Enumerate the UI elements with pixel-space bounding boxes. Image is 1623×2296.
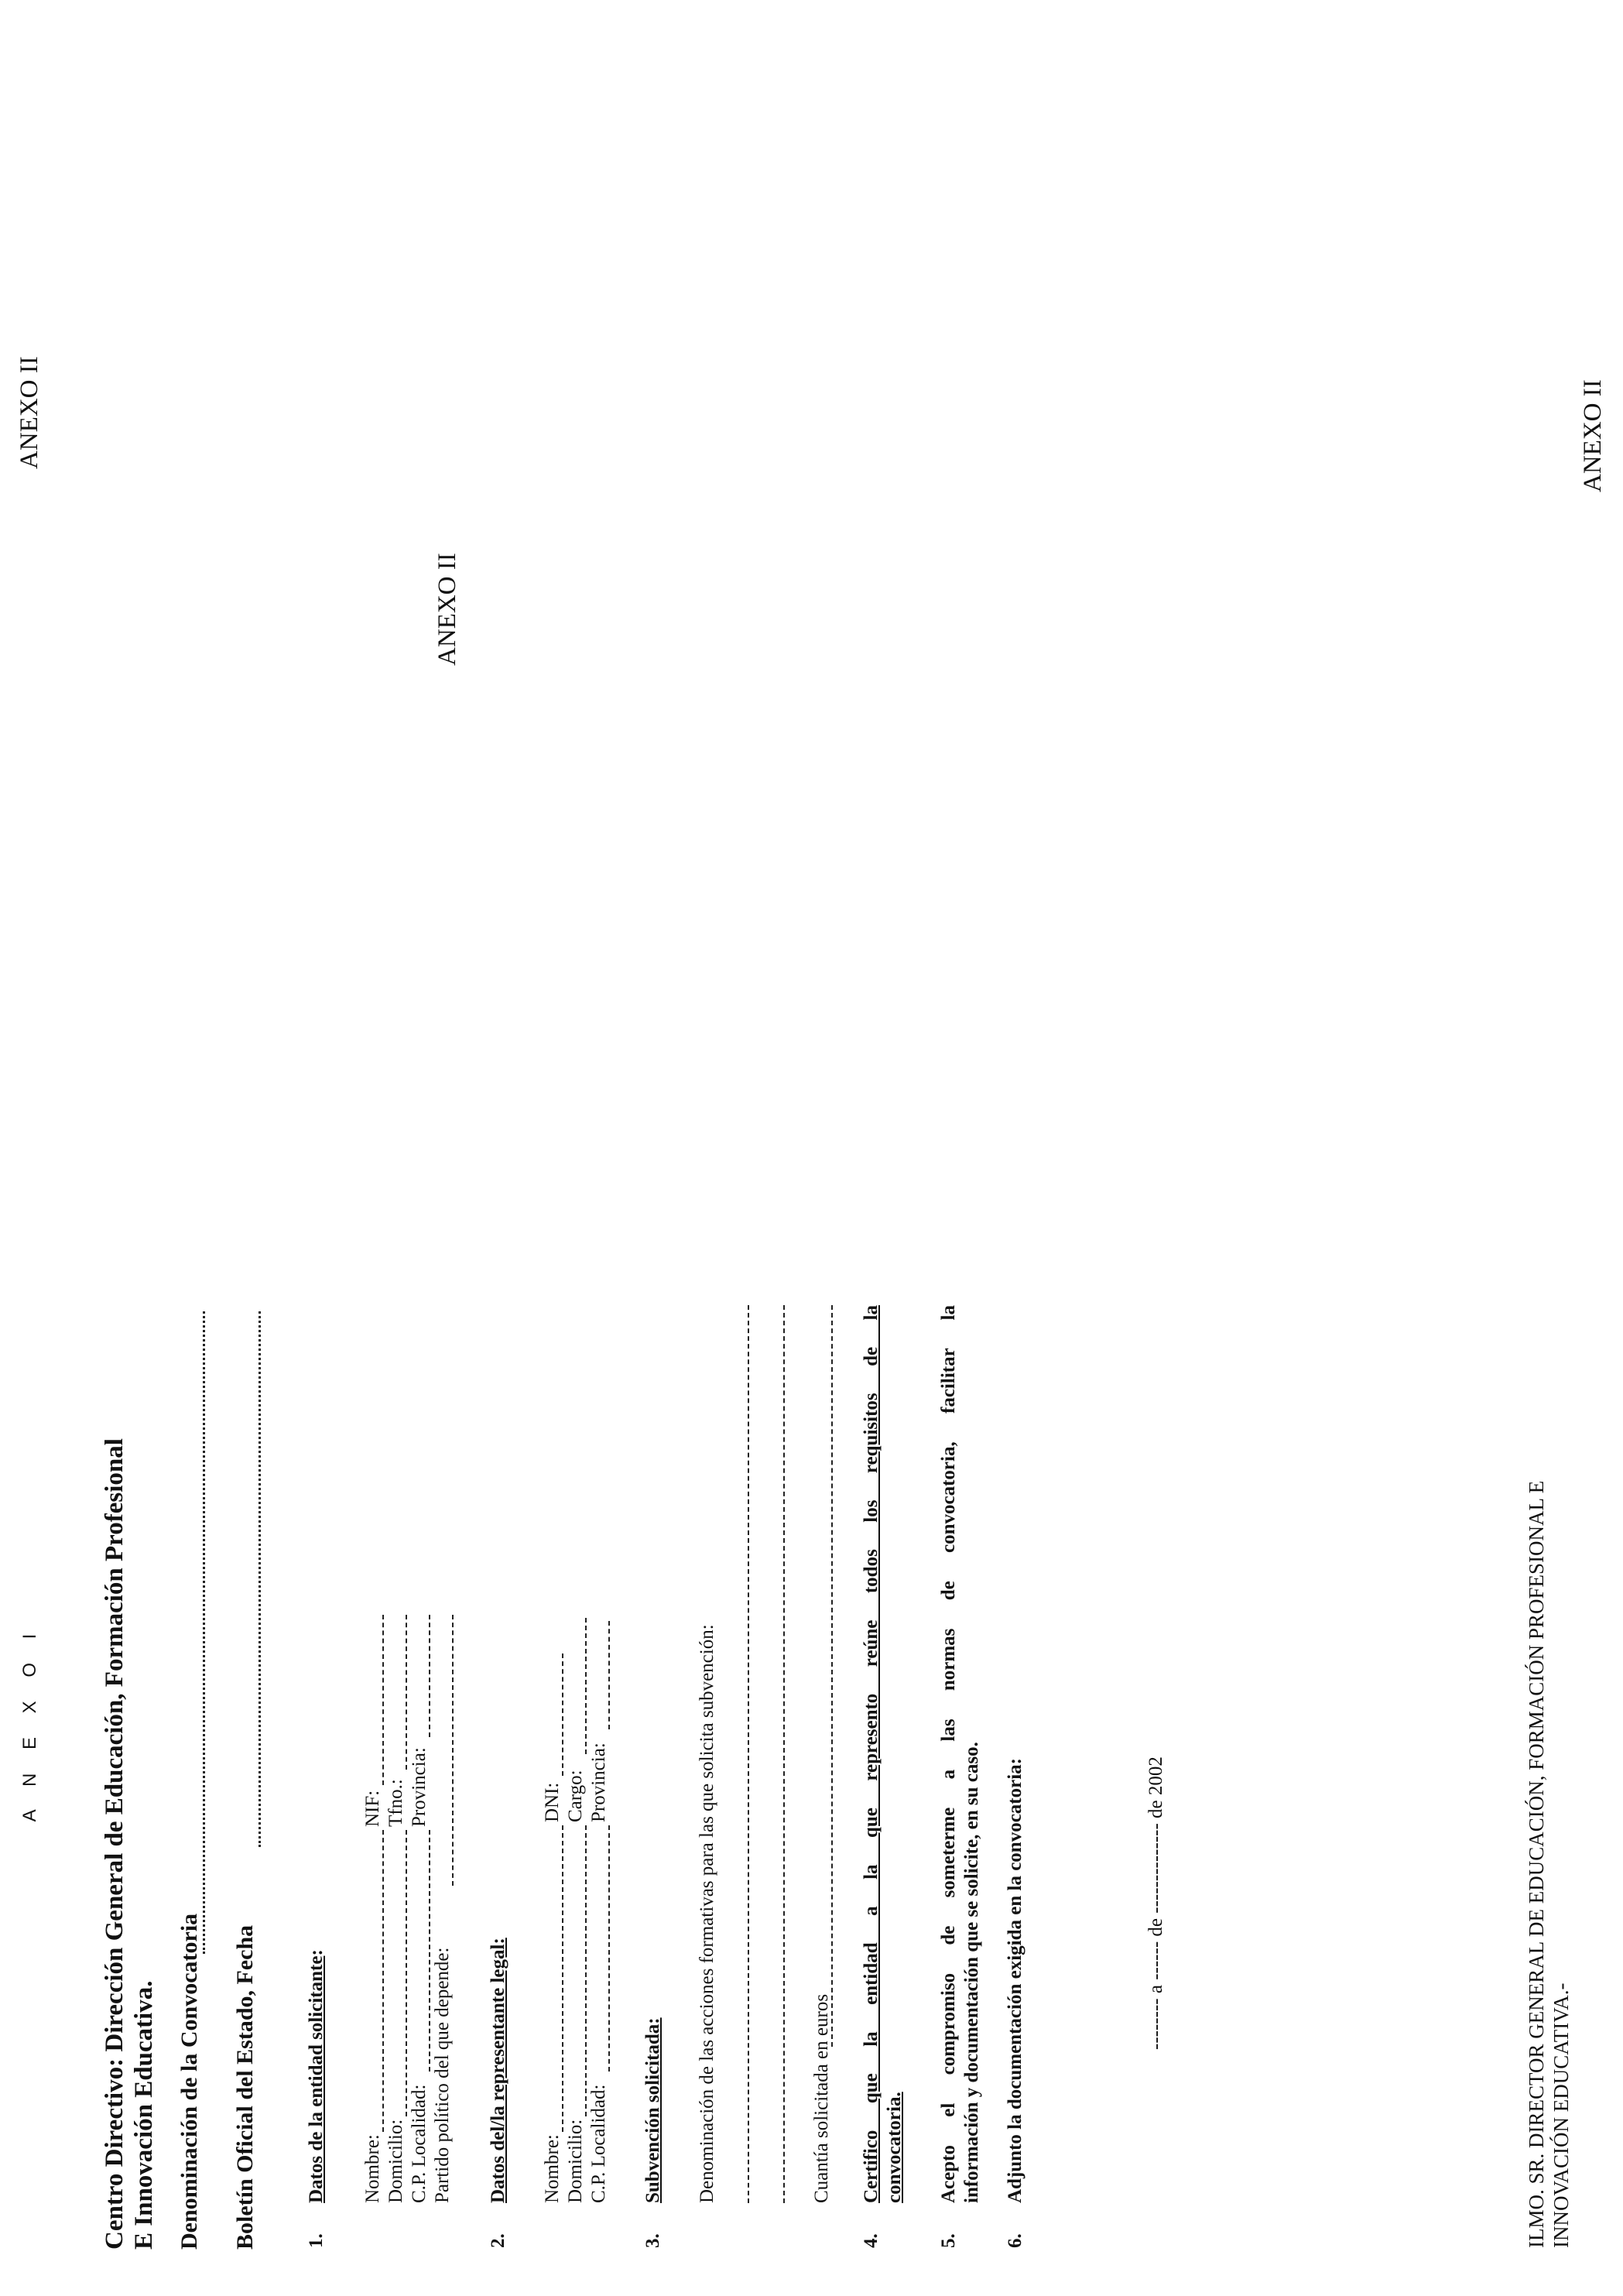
sec4-line1: Certifico que la entidad a la que represento reúne todos los requisitos de la	[861, 1305, 882, 2203]
sec4-line2: convocatoria.	[884, 2092, 905, 2203]
boletin-fecha: Boletín Oficial del Estado, Fecha	[232, 1924, 258, 2250]
sec2-title: Datos del/la representante legal:	[488, 1938, 508, 2203]
sec2-cargo-label: Cargo:	[565, 1770, 586, 1822]
sec1-provincia-label: Provincia:	[409, 1747, 430, 1827]
sec2-num: 2.	[488, 2233, 508, 2248]
centro-directivo: Centro Directivo: Dirección General de Educación, Formación Profesional	[101, 1438, 128, 2250]
sec1-title-text: Datos de la entidad solicitante	[306, 1955, 327, 2203]
anexo-i-title: A N E X O I	[19, 1624, 40, 1822]
sec1-num: 1.	[306, 2233, 327, 2248]
sec3-cuantia: Cuantía solicitada en euros	[811, 1993, 832, 2203]
sec1-cp-label: C.P. Localidad:	[409, 2084, 430, 2203]
anexo-ii-title: ANEXO II	[15, 356, 43, 469]
sec1-domicilio-label: Domicilio:	[385, 2119, 406, 2203]
sec5-num: 5.	[938, 2233, 959, 2248]
sec1-nif-label: NIF:	[362, 1790, 383, 1827]
anexo-ii-authoritative-panel	[0, 0, 1623, 1099]
centro-directivo-cont: E Innovación Educativa.	[130, 1980, 158, 2250]
ilmo-line-1: ILMO. SR. DIRECTOR GENERAL DE EDUCACIÓN, FORMACIÓN PROFESIONAL E	[1525, 1480, 1548, 2248]
sec2-cp-label: C.P. Localidad:	[588, 2084, 609, 2203]
sec2-domicilio-label: Domicilio:	[565, 2119, 586, 2203]
denominacion-convocatoria: Denominación de la Convocatoria	[176, 1913, 202, 2250]
sec6-text: Adjunto la documentación exigida en la convocatoria:	[1005, 1758, 1026, 2203]
sec3-title: Subvención solicitada:	[642, 2017, 663, 2203]
sec5-line2: información y documentación que se solicite, en su caso.	[961, 1742, 982, 2203]
fecha-line: -------- a ------ de -------------- de 2002	[1145, 1756, 1166, 2050]
ilmo-line-2: INNOVACIÓN EDUCATIVA.-	[1549, 1982, 1573, 2248]
sec6-num: 6.	[1005, 2233, 1026, 2248]
sec3-num: 3.	[642, 2233, 663, 2248]
sec1-nombre-label: Nombre:	[362, 2134, 383, 2203]
sec3-denominacion: Denominación de las acciones formativas para las que solicita subvención:	[697, 1624, 717, 2203]
anexo-ii-heading: ANEXO II	[1579, 379, 1607, 492]
sec4-num: 4.	[861, 2233, 882, 2248]
sec5-line1: Acepto el compromiso de someterme a las normas de convocatoria, facilitar la	[938, 1305, 959, 2203]
sec1-tfno-label: Tfno.:	[385, 1779, 406, 1827]
sec2-dni-label: DNI:	[542, 1782, 563, 1822]
anexo-ii-title-text: ANEXO II	[433, 553, 461, 666]
sec1-partido-label: Partido político del que depende:	[432, 1947, 453, 2203]
sec1-title-colon: :	[306, 1949, 327, 1956]
sec2-provincia-label: Provincia:	[588, 1743, 609, 1822]
sec2-nombre-label: Nombre:	[542, 2134, 563, 2203]
